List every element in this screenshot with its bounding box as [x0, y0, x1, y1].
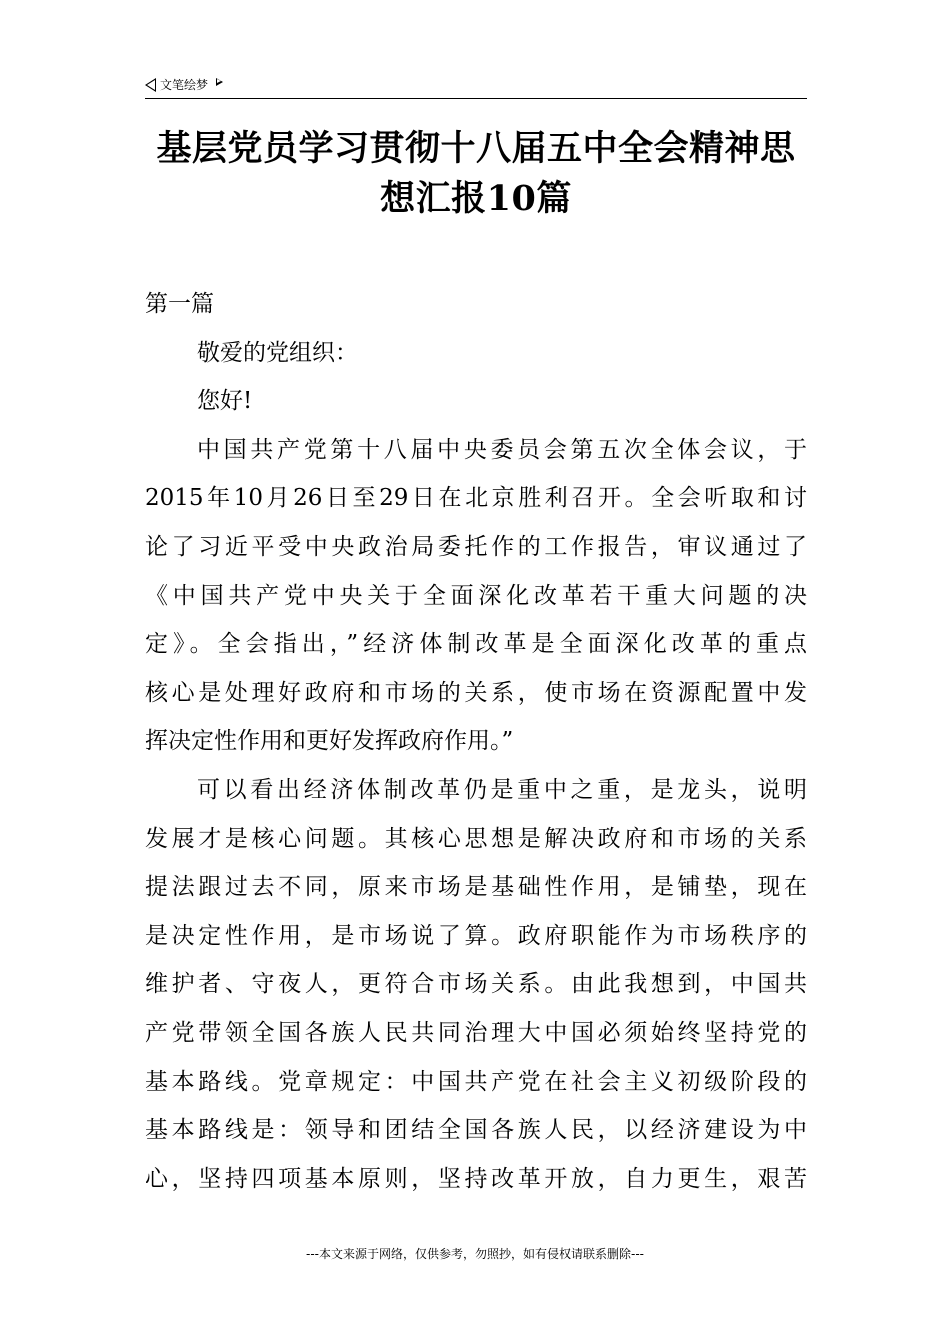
paragraph-line: 论了习近平受中央政治局委托作的工作报告，审议通过了: [145, 533, 807, 560]
paragraph-line: 中国共产党第十八届中央委员会第五次全体会议，于: [197, 436, 807, 463]
header-content: [145, 76, 223, 93]
paragraph-line: 心，坚持四项基本原则，坚持改革开放，自力更生，艰苦: [145, 1165, 807, 1192]
paragraph-line: 基本路线是：领导和团结全国各族人民，以经济建设为中: [145, 1117, 807, 1144]
salutation: 敬爱的党组织：: [197, 339, 358, 366]
header-text: 文笔绘梦: [160, 78, 209, 92]
page-footer: ---本文来源于网络，仅供参考，勿照抄，如有侵权请联系删除---: [306, 1247, 644, 1261]
paragraph-line: 《中国共产党中央关于全面深化改革若干重大问题的决: [145, 582, 807, 609]
paragraph-line: 核心是处理好政府和市场的关系，使市场在资源配置中发: [145, 679, 807, 706]
paragraph-line: 可以看出经济体制改革仍是重中之重，是龙头，说明: [197, 776, 807, 803]
paragraph-line: 挥决定性作用和更好发挥政府作用。”: [145, 728, 514, 755]
title-line-2: 想汇报10篇: [380, 178, 572, 219]
page-header: [145, 74, 807, 99]
triangle-left-icon: [145, 78, 156, 92]
paragraph-line: 2015年10月26日至29日在北京胜利召开。全会听取和讨: [145, 485, 807, 512]
paragraph-line: 维护者、守夜人，更符合市场关系。由此我想到，中国共: [145, 971, 807, 998]
paragraph-line: 是决定性作用，是市场说了算。政府职能作为市场秩序的: [145, 922, 807, 949]
paragraph-line: 发展才是核心问题。其核心思想是解决政府和市场的关系: [145, 825, 807, 852]
section-heading: 第一篇: [145, 291, 214, 317]
paragraph-line: 产党带领全国各族人民共同治理大中国必须始终坚持党的: [145, 1019, 807, 1046]
paragraph-line: 提法跟过去不同，原来市场是基础性作用，是铺垫，现在: [145, 874, 807, 901]
paragraph-line: 基本路线。党章规定：中国共产党在社会主义初级阶段的: [145, 1068, 807, 1095]
triangle-right-icon: [216, 78, 223, 86]
document-body: [145, 280, 807, 1203]
title-line-1: 基层党员学习贯彻十八届五中全会精神思: [156, 128, 796, 169]
paragraph-line: 定》。全会指出，”经济体制改革是全面深化改革的重点: [145, 631, 807, 658]
document-title: [145, 124, 807, 224]
greeting: 您好!: [197, 388, 253, 415]
